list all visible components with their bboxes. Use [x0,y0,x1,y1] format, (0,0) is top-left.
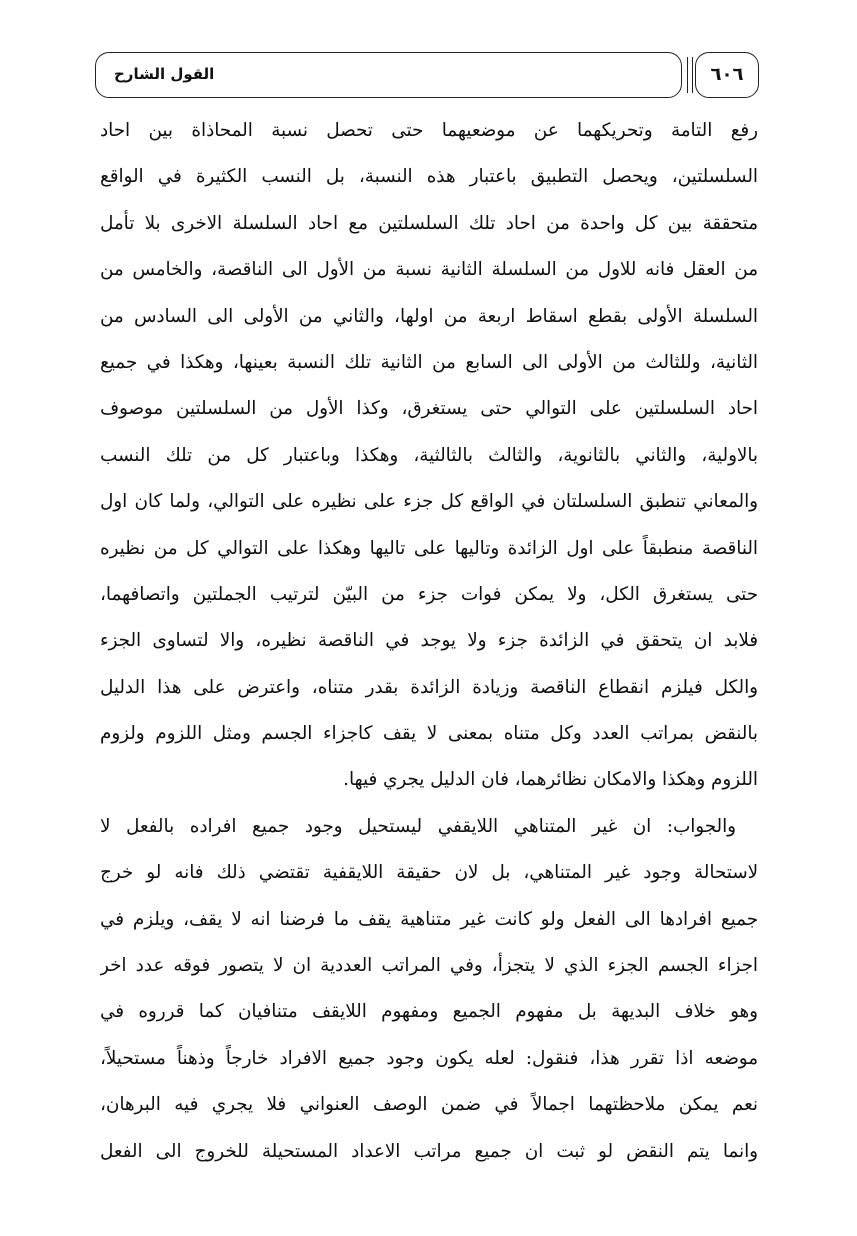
text-line: والمعاني تنطبق السلسلتان في الواقع كل جزء على نظيره على التوالي، ولما كان اول [100,491,758,513]
page-header [95,52,757,102]
text-line: نعم يمكن ملاحظتهما اجمالاً في ضمن الوصف العنواني فلا يجري فيه البرهان، [100,1094,758,1116]
text-line: متحققة بين كل واحدة من احاد تلك السلسلتين مع احاد السلسلة الاخرى بلا تأمل [100,212,758,234]
running-title: القول الشارح [114,65,215,83]
text-line: السلسلة الأولى بقطع اسقاط اربعة من اولها، والثاني من الأولى الى السادس من [100,305,758,327]
text-line: السلسلتين، ويحصل التطبيق باعتبار هذه النسبة، بل النسب الكثيرة في الواقع [100,166,758,188]
text-line: موضعه اذا تقرر هذا، فنقول: لعله يكون وجود جميع الافراد خارجاً وذهناً مستحيلاً، [100,1047,758,1069]
text-line: جميع افرادها الى الفعل ولو كانت غير متناهية يقف ما فرضنا انه لا يقف، ويلزم في [100,908,758,930]
text-line: وانما يتم النقض لو ثبت ان جميع مراتب الاعداد المستحيلة للخروج الى الفعل [100,1140,758,1162]
text-line: رفع التامة وتحريكهما عن موضعيهما حتى تحصل نسبة المحاذاة بين احاد [100,120,758,141]
text-line: والكل فيلزم انقطاع الناقصة وزيادة الزائدة بقدر متناه، واعترض على هذا الدليل [100,676,758,698]
text-line: احاد السلسلتين على التوالي حتى يستغرق، وكذا الأول من السلسلتين موصوف [100,398,758,420]
text-line: الثانية، وللثالث من الأولى الى السابع من الثانية تلك النسبة بعينها، وهكذا في جميع [100,351,758,373]
text-line: لاستحالة وجود غير المتناهي، بل لان حقيقة اللايقفية تقتضي ذلك فانه لو خرج [100,862,758,884]
text-line: بالاولية، والثاني بالثانوية، والثالث بالثالثية، وهكذا وباعتبار كل من تلك النسب [100,444,758,466]
text-line: وهو خلاف البديهة بل مفهوم الجميع ومفهوم اللايقف متنافيان كما قرروه في [100,1001,758,1023]
text-line: فلابد ان يتحقق في الزائدة جزء ولا يوجد في الناقصة نظيره، والا لتساوى الجزء [100,630,758,652]
text-line: الناقصة منطبقاً على اول الزائدة وتاليها على تاليها وهكذا على التوالي كل من نظيره [100,537,758,559]
body-text [100,108,758,1175]
text-line: اللزوم وهكذا والامكان نظائرهما، فان الدليل يجري فيها. [343,769,758,791]
text-line: بالنقض بمراتب العدد وكل متناه بمعنى لا يقف كاجزاء الجسم ومثل اللزوم ولزوم [100,723,758,745]
text-line: حتى يستغرق الكل، ولا يمكن فوات جزء من البيّن لترتيب الجملتين واتصافهما، [100,583,758,605]
paragraph-start-line: والجواب: ان غير المتناهي اللايقفي ليستحيل وجود جميع افراده بالفعل لا [100,815,736,837]
page-number: ٦٠٦ [695,52,759,98]
text-line: من العقل فانه للاول من السلسلة الثانية نسبة من الأول الى الناقصة، والخامس من [100,259,758,281]
running-title-frame [95,52,682,98]
text-line: اجزاء الجسم الجزء الذي لا يتجزأ، وفي المراتب العددية ان لا يتصور فوقه عدد اخر [100,955,758,977]
